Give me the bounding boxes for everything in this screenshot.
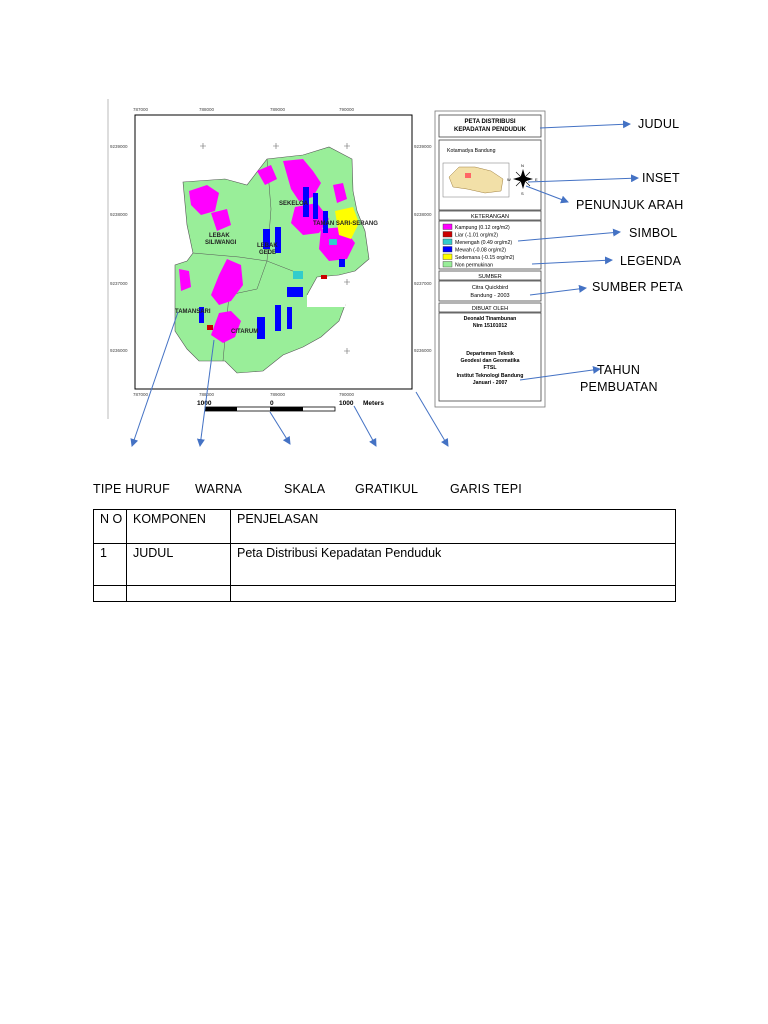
callout-simbol: SIMBOL: [629, 226, 678, 240]
arrow-penunjuk-arah: [526, 186, 568, 202]
area-label-tamansari-serang: TAMAN SARI-SERANG: [313, 221, 378, 227]
callout-sumber-peta: SUMBER PETA: [592, 280, 683, 294]
callout-tahun: TAHUN: [597, 363, 641, 377]
label-garis-tepi: GARIS TEPI: [450, 482, 522, 496]
grid-tick-left-4: 9236000: [110, 348, 128, 353]
row2-komponen: [127, 586, 231, 602]
grid-tick-right-3: 9237000: [414, 281, 432, 286]
callout-inset: INSET: [642, 171, 680, 185]
legend-label-4: Mewah (-0.08 org/m2): [455, 247, 507, 254]
row1-no: 1: [94, 544, 127, 586]
header-penjelasan: PENJELASAN: [231, 510, 676, 544]
row1-komponen: JUDUL: [127, 544, 231, 586]
arrow-legenda: [532, 260, 612, 264]
table-header-row: [94, 510, 676, 544]
row2-penjelasan: [231, 586, 676, 602]
dibuat-header: DIBUAT OLEH: [471, 306, 509, 312]
row1-penjelasan: Peta Distribusi Kepadatan Penduduk: [231, 544, 676, 586]
area-label-sekeloa: SEKELOA: [279, 201, 309, 207]
dept-line2: Geodesi dan Geomatika: [460, 358, 520, 364]
arrow-tahun-pembuatan: [520, 369, 600, 380]
grid-tick-top-4: 790000: [339, 107, 355, 112]
callout-legenda: LEGENDA: [620, 254, 682, 268]
sumber-header: SUMBER: [478, 274, 502, 280]
label-tipe-huruf: TIPE HURUF: [93, 482, 170, 496]
legend-label-2: Liar (-1.01 org/m2): [455, 232, 498, 239]
arrow-simbol: [518, 232, 620, 241]
callout-judul: JUDUL: [638, 117, 680, 131]
area-label-lebak-siliwangi: LEBAK SILIWANGI: [205, 233, 237, 246]
header-komponen: KOMPONEN: [127, 510, 231, 544]
grid-tick-bottom-4: 790000: [339, 392, 355, 397]
source-line1: Citra Quickbird: [471, 285, 509, 291]
area-label-lebak-gede: LEBAK GEDE: [257, 243, 278, 256]
arrow-gratikul: [354, 406, 376, 446]
scale-left: 1000: [197, 400, 212, 407]
table-row: [94, 586, 676, 602]
arrow-sumber-peta: [530, 288, 586, 295]
grid-tick-right-4: 9236000: [414, 348, 432, 353]
dept-line3: FTSL: [483, 365, 497, 371]
grid-tick-bottom-3: 789000: [270, 392, 286, 397]
source-line2: Bandung - 2003: [470, 293, 510, 299]
scale-right: 1000: [339, 400, 354, 407]
arrow-judul: [540, 124, 630, 128]
grid-tick-left-2: 9238000: [110, 212, 128, 217]
scale-unit: Meters: [363, 400, 384, 407]
grid-tick-right-1: 9239000: [414, 144, 432, 149]
arrow-skala: [270, 412, 290, 444]
legend-title-line1: PETA DISTRIBUSI: [464, 119, 516, 125]
compass-w: W: [507, 177, 511, 182]
legend-label-6: Non permukinan: [455, 262, 494, 269]
callout-penunjuk-arah: PENUNJUK ARAH: [576, 198, 684, 212]
grid-tick-left-3: 9237000: [110, 281, 128, 286]
component-table: [93, 509, 676, 602]
grid-tick-bottom-1: 787000: [133, 392, 149, 397]
label-warna: WARNA: [195, 482, 243, 496]
author-line2: Nim 15101012: [472, 323, 508, 329]
area-label-tamansari: TAMANSARI: [175, 309, 211, 315]
arrow-warna: [200, 340, 214, 446]
grid-tick-bottom-2: 788000: [199, 392, 215, 397]
compass-n: N: [521, 163, 524, 168]
legend-label-1: Kampung (0.12 org/m2): [455, 225, 510, 231]
grid-tick-top-3: 789000: [270, 107, 286, 112]
dept-line1: Departemen Teknik: [466, 351, 514, 357]
header-no: N O: [94, 510, 127, 544]
grid-tick-top-2: 788000: [199, 107, 215, 112]
grid-tick-left-1: 9239000: [110, 144, 128, 149]
area-label-citarum: CITARUM: [231, 329, 259, 335]
legend-label-5: Sedemana (-0.15 org/m2): [455, 255, 515, 261]
inset-caption: Kotamadya Bandung: [447, 148, 496, 154]
row2-no: [94, 586, 127, 602]
arrow-garis-tepi: [416, 392, 448, 446]
arrow-inset: [528, 178, 638, 182]
legend-label-3: Menengah (0.49 org/m2): [455, 240, 513, 246]
arrow-tipe-huruf: [132, 312, 178, 446]
grid-tick-right-2: 9238000: [414, 212, 432, 217]
callout-pembuatan: PEMBUATAN: [580, 380, 658, 394]
table-row: [94, 544, 676, 586]
label-skala: SKALA: [284, 482, 326, 496]
grid-tick-top-1: 787000: [133, 107, 149, 112]
compass-e: E: [535, 177, 538, 182]
author-line1: Deonald Tinambunan: [463, 316, 517, 322]
compass-s: S: [521, 191, 524, 196]
scale-mid: 0: [270, 400, 274, 407]
legend-title-line2: KEPADATAN PENDUDUK: [454, 127, 526, 133]
label-gratikul: GRATIKUL: [355, 482, 419, 496]
dept-line4: Institut Teknologi Bandung: [456, 373, 524, 379]
dept-line5: Januari - 2007: [472, 380, 508, 386]
keterangan-header: KETERANGAN: [471, 214, 509, 220]
